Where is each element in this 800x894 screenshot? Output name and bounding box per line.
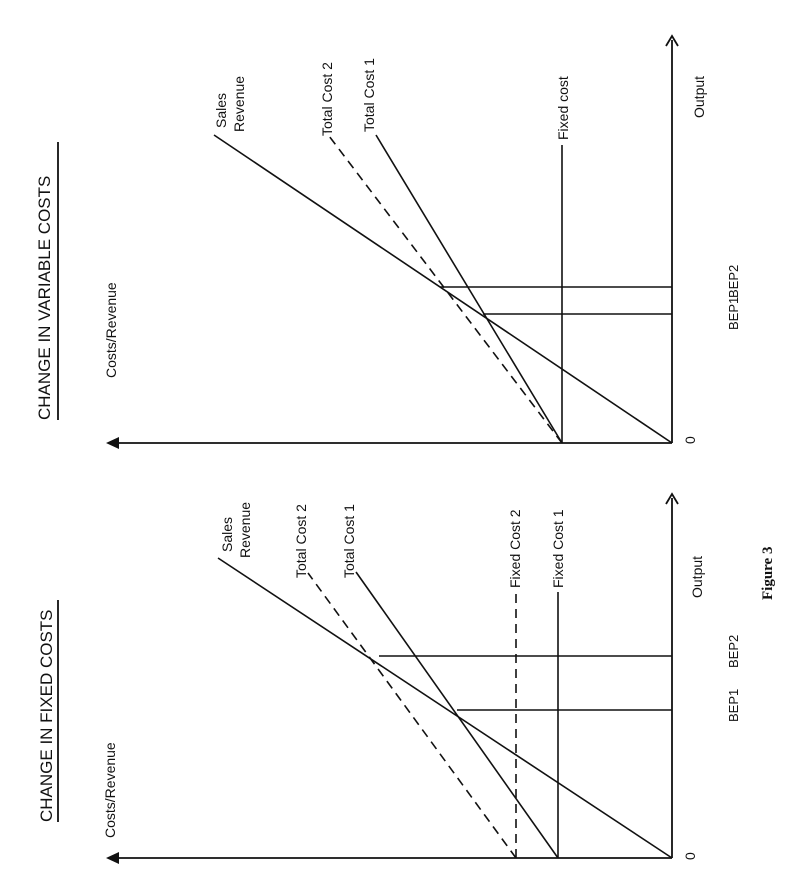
panel-fixed-output-label: Output <box>689 555 705 598</box>
panel-fixed-sales-revenue-line <box>218 558 672 858</box>
panel-fixed-costs <box>37 494 741 864</box>
panel-fixed-total-cost-2-label: Total Cost 2 <box>293 504 309 578</box>
panel-fixed-fixed-cost-2-label: Fixed Cost 2 <box>507 509 523 588</box>
panel-variable-total-cost-1-label: Total Cost 1 <box>361 58 377 132</box>
panel-fixed-y-axis-arrow <box>106 852 119 864</box>
panel-variable-title: CHANGE IN VARIABLE COSTS <box>35 175 54 420</box>
panel-fixed-bep1-label: BEP1 <box>726 688 741 722</box>
panel-variable-sales-label-1: Sales <box>213 92 229 128</box>
panel-fixed-fixed-cost-1-label: Fixed Cost 1 <box>550 509 566 588</box>
panel-fixed-bep2-label: BEP2 <box>726 634 741 668</box>
panel-fixed-y-label: Costs/Revenue <box>102 742 118 838</box>
panel-variable-bep1-label: BEP1 <box>726 296 741 330</box>
panel-variable-y-axis-arrow <box>106 437 119 449</box>
panel-fixed-sales-label-1: Sales <box>219 516 235 552</box>
panel-variable-y-label: Costs/Revenue <box>103 282 119 378</box>
panel-fixed-total-cost-2-line <box>308 573 516 858</box>
figure-caption: Figure 3 <box>760 546 776 600</box>
panel-variable-bep2-label: BEP2 <box>726 264 741 298</box>
panel-variable-sales-revenue-line <box>214 135 672 443</box>
panel-variable-costs <box>35 36 741 449</box>
panel-variable-sales-label-2: Revenue <box>231 75 247 132</box>
panel-fixed-title: CHANGE IN FIXED COSTS <box>37 609 56 822</box>
panel-fixed-origin: 0 <box>682 852 698 860</box>
panel-fixed-total-cost-1-label: Total Cost 1 <box>341 504 357 578</box>
panel-variable-origin: 0 <box>682 436 698 444</box>
panel-variable-total-cost-1-line <box>376 135 562 443</box>
panel-fixed-sales-label-2: Revenue <box>237 501 253 558</box>
panel-variable-fixed-cost-label: Fixed cost <box>555 76 571 140</box>
panel-variable-output-label: Output <box>691 75 707 118</box>
panel-variable-total-cost-2-label: Total Cost 2 <box>319 62 335 136</box>
